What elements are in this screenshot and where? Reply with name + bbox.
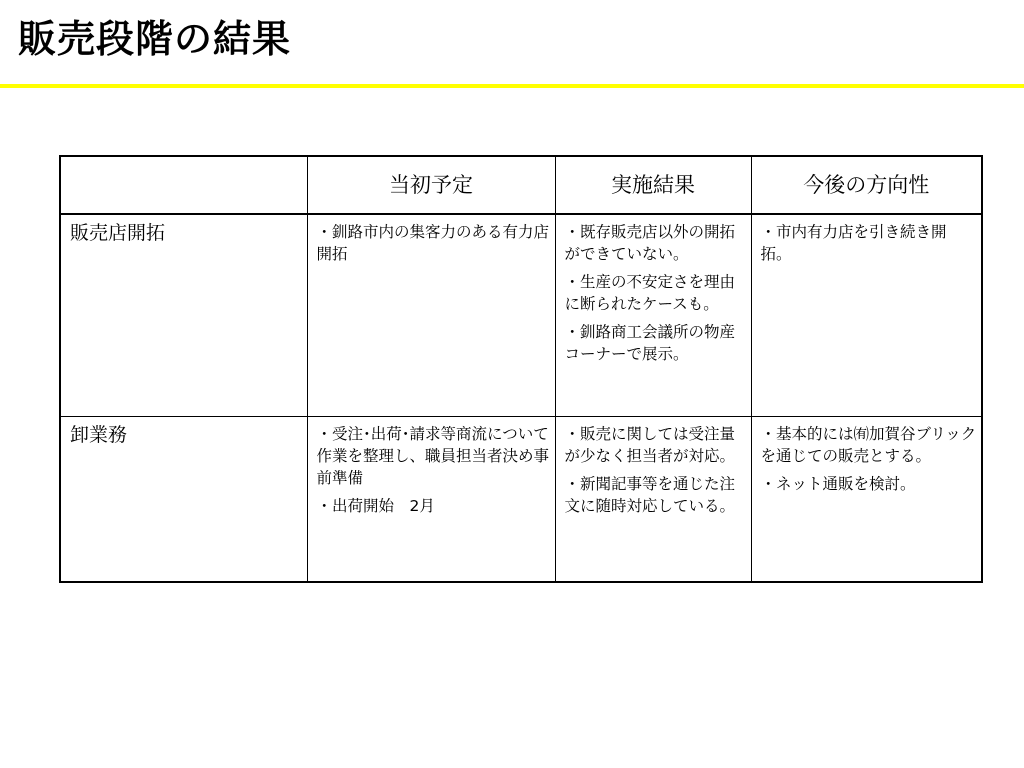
table-row (60, 214, 982, 417)
plan-cell (307, 417, 555, 583)
result-cell (555, 417, 751, 583)
plan-cell (307, 214, 555, 417)
cell-item: ・市内有力店を引き続き開拓。 (760, 223, 947, 263)
row-label: 卸業務 (60, 417, 307, 583)
slide-title: 販売段階の結果 (18, 17, 292, 61)
cell-item: ・生産の不安定さを理由に断られたケースも。 (564, 273, 736, 313)
cell-item: ・釧路商工会議所の物産コーナーで展示。 (564, 323, 736, 363)
header-results: 実施結果 (555, 156, 751, 214)
table-row (60, 417, 982, 583)
title-underline (0, 84, 1024, 88)
results-table (59, 155, 983, 583)
direction-cell (751, 214, 982, 417)
cell-item: ・販売に関しては受注量が少なく担当者が対応。 (564, 425, 736, 465)
header-future-direction: 今後の方向性 (751, 156, 982, 214)
table-header-row (60, 156, 982, 214)
result-cell (555, 214, 751, 417)
cell-item: ・基本的には㈲加賀谷ブリックを通じての販売とする。 (760, 425, 977, 465)
cell-item: ・受注･出荷･請求等商流について作業を整理し、職員担当者決め事前準備 (316, 425, 550, 487)
cell-item: ・既存販売店以外の開拓ができていない。 (564, 223, 736, 263)
cell-item: ・新聞記事等を通じた注文に随時対応している。 (564, 475, 736, 515)
cell-item: ・釧路市内の集客力のある有力店開拓 (316, 223, 550, 263)
direction-cell (751, 417, 982, 583)
header-empty-cell (60, 156, 307, 214)
row-label: 販売店開拓 (60, 214, 307, 417)
cell-item: ・出荷開始 2月 (316, 497, 435, 515)
cell-item: ・ネット通販を検討。 (760, 475, 916, 493)
header-initial-plan: 当初予定 (307, 156, 555, 214)
